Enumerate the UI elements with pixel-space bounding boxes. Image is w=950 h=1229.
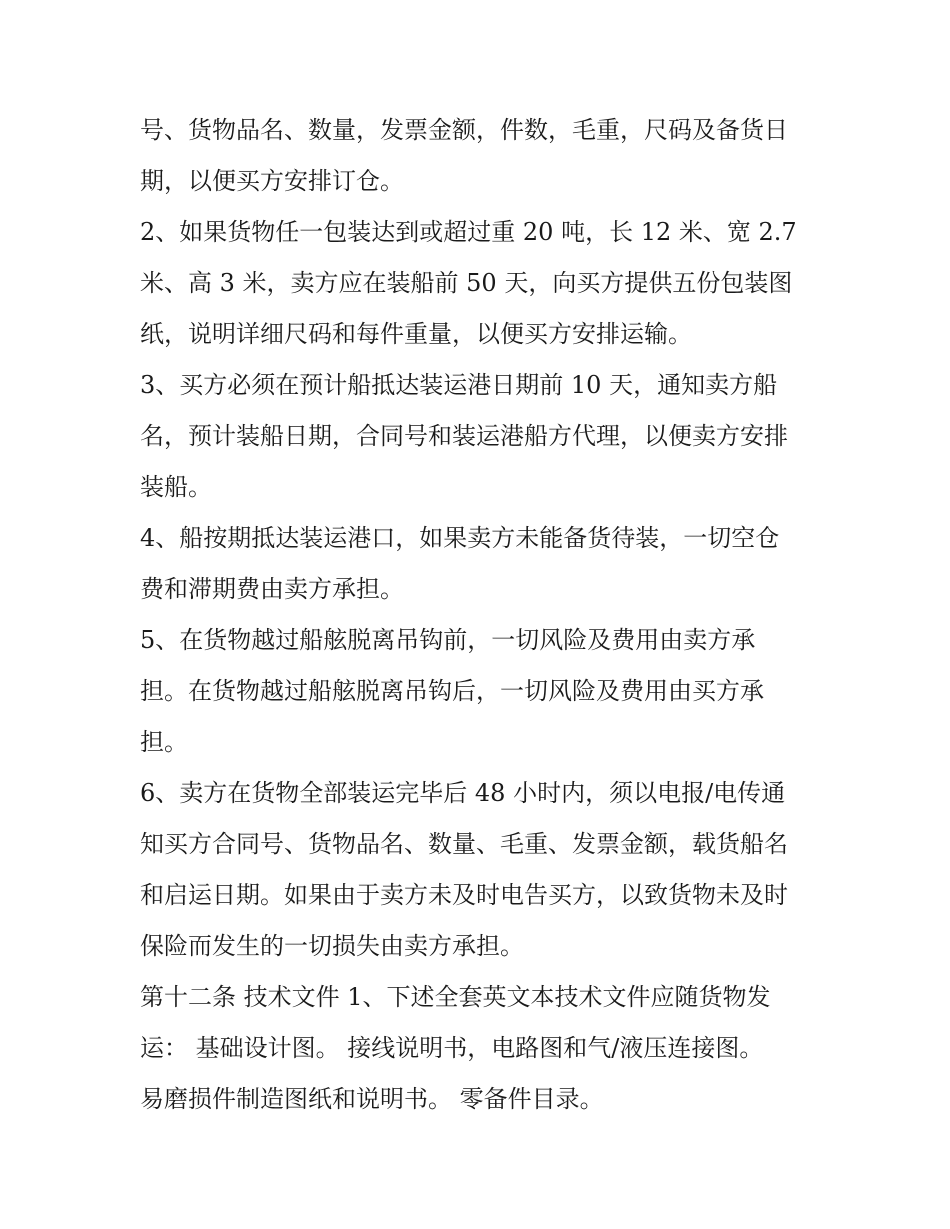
text-line: 保险而发生的一切损失由卖方承担。 [140, 932, 524, 960]
text-line: 4、船按期抵达装运港口，如果卖方未能备货待装，一切空仓 [140, 524, 780, 552]
text-line: 期，以便买方安排订仓。 [140, 167, 404, 195]
text-line: 运： 基础设计图。 接线说明书，电路图和气/液压连接图。 [140, 1034, 764, 1062]
text-line: 纸，说明详细尺码和每件重量，以便买方安排运输。 [140, 320, 692, 348]
document-body [140, 105, 820, 1125]
text-line: 号、货物品名、数量，发票金额，件数，毛重，尺码及备货日 [140, 116, 788, 144]
text-line: 担。在货物越过船舷脱离吊钩后，一切风险及费用由买方承 [140, 677, 764, 705]
text-line: 第十二条 技术文件 1、下述全套英文本技术文件应随货物发 [140, 983, 771, 1011]
text-line: 6、卖方在货物全部装运完毕后 48 小时内，须以电报/电传通 [140, 779, 786, 807]
text-line: 担。 [140, 728, 188, 756]
paragraph-item-3 [140, 360, 820, 513]
paragraph-item-5 [140, 615, 820, 768]
text-line: 知买方合同号、货物品名、数量、毛重、发票金额，载货船名 [140, 830, 788, 858]
text-line: 费和滞期费由卖方承担。 [140, 575, 404, 603]
text-line: 米、高 3 米，卖方应在装船前 50 天，向买方提供五份包装图 [140, 269, 793, 297]
paragraph-item-6 [140, 768, 820, 972]
text-line: 3、买方必须在预计船抵达装运港日期前 10 天，通知卖方船 [140, 371, 778, 399]
text-line: 和启运日期。如果由于卖方未及时电告买方，以致货物未及时 [140, 881, 788, 909]
paragraph-item-2 [140, 207, 820, 360]
text-line: 2、如果货物任一包装达到或超过重 20 吨，长 12 米、宽 2.7 [140, 218, 797, 246]
text-line: 易磨损件制造图纸和说明书。 零备件目录。 [140, 1085, 604, 1113]
text-line: 5、在货物越过船舷脱离吊钩前，一切风险及费用由卖方承 [140, 626, 756, 654]
text-line: 名，预计装船日期，合同号和装运港船方代理，以便卖方安排 [140, 422, 788, 450]
text-line: 装船。 [140, 473, 212, 501]
paragraph-continuation [140, 105, 820, 207]
paragraph-article-12 [140, 972, 820, 1125]
paragraph-item-4 [140, 513, 820, 615]
